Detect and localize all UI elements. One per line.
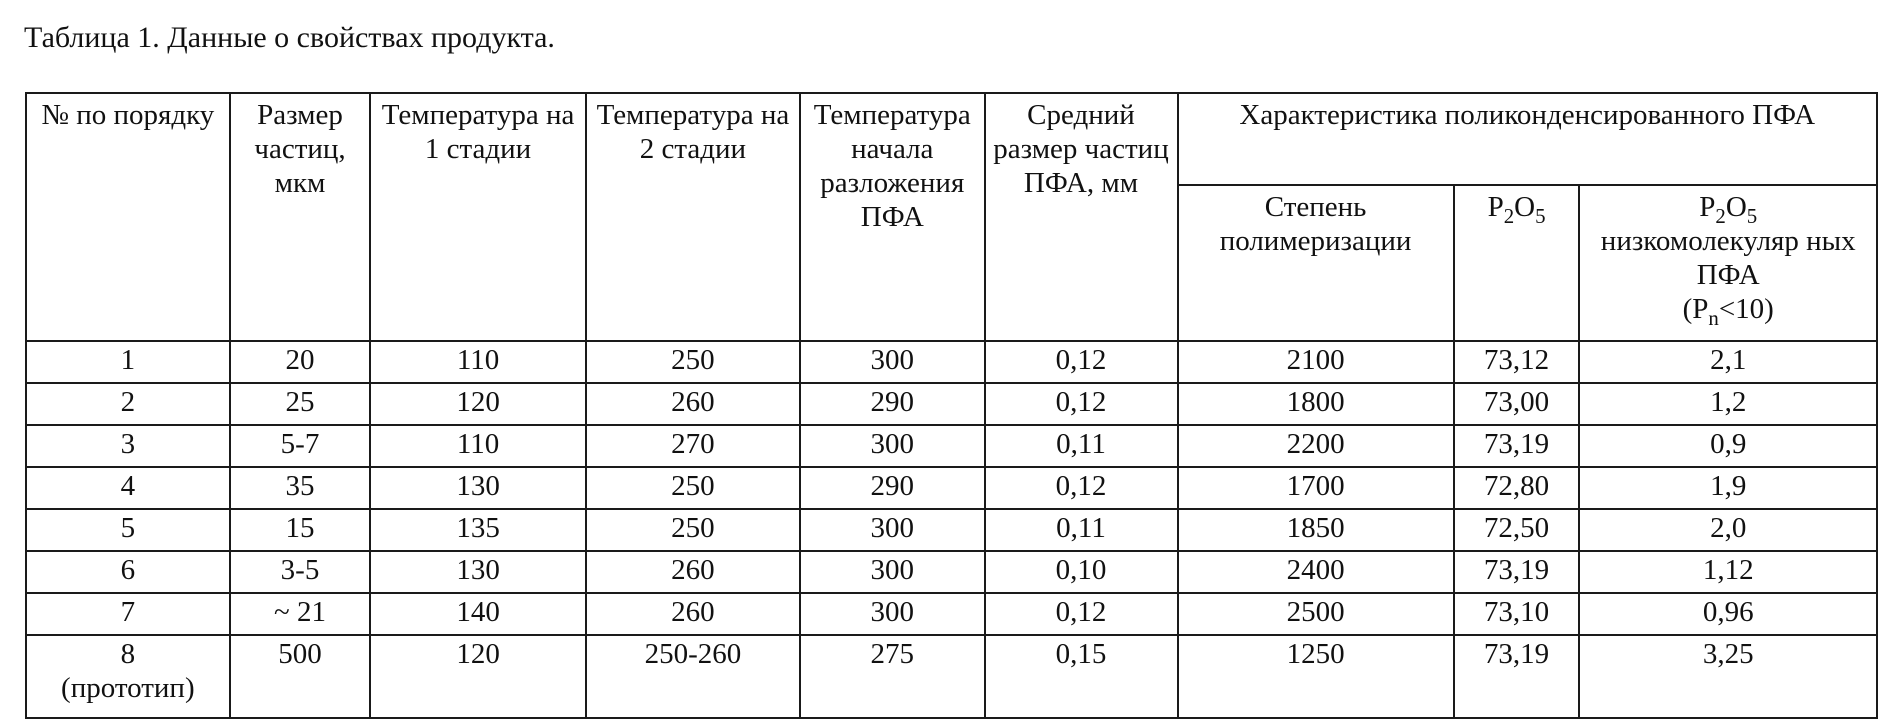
- cell-t2: 270: [586, 425, 800, 467]
- cell-t2: 250: [586, 509, 800, 551]
- header-lowmol: [1579, 185, 1877, 341]
- table-row: [26, 509, 1877, 551]
- header-row-1: [26, 93, 1877, 185]
- cell-t1: 120: [370, 635, 585, 718]
- cell-t1: 110: [370, 341, 585, 383]
- cell-degree: 2500: [1178, 593, 1454, 635]
- header-avg-size: Средний размер частиц ПФА, мм: [985, 93, 1178, 341]
- cell-p2o5: 73,10: [1454, 593, 1580, 635]
- header-temp-decomp: Температура начала разложения ПФА: [800, 93, 984, 341]
- cell-size: ~ 21: [230, 593, 371, 635]
- cell-size: 25: [230, 383, 371, 425]
- cell-avg: 0,11: [985, 509, 1178, 551]
- cell-td: 300: [800, 593, 984, 635]
- header-temp-stage2: Температура на 2 стадии: [586, 93, 800, 341]
- header-p2o5-sub2: 5: [1535, 203, 1546, 228]
- header-lowmol-text: низкомолекуляр ных ПФА: [1600, 225, 1856, 291]
- header-p2o5-o: O: [1514, 191, 1536, 223]
- table-header: [26, 93, 1877, 341]
- cell-td: 290: [800, 467, 984, 509]
- header-temp-stage1: Температура на 1 стадии: [370, 93, 585, 341]
- cell-t1: 110: [370, 425, 585, 467]
- cell-avg: 0,12: [985, 593, 1178, 635]
- header-p2o5-p: P: [1487, 191, 1504, 223]
- cell-degree: 1800: [1178, 383, 1454, 425]
- cell-t2: 260: [586, 593, 800, 635]
- cell-lowmol: 2,0: [1579, 509, 1877, 551]
- cell-num: 2: [26, 383, 230, 425]
- cell-num: 4: [26, 467, 230, 509]
- cell-lowmol: 1,2: [1579, 383, 1877, 425]
- cell-p2o5: 73,19: [1454, 551, 1580, 593]
- cell-p2o5: 73,00: [1454, 383, 1580, 425]
- properties-table: [25, 92, 1878, 719]
- table-row: [26, 593, 1877, 635]
- cell-size: 35: [230, 467, 371, 509]
- header-p2o5-sub1: 2: [1503, 203, 1515, 228]
- header-particle-size: Размер частиц, мкм: [230, 93, 371, 341]
- cell-avg: 0,12: [985, 383, 1178, 425]
- header-lowmol-o: O: [1725, 191, 1747, 223]
- cell-td: 300: [800, 425, 984, 467]
- cell-degree: 1700: [1178, 467, 1454, 509]
- cell-lowmol: 1,12: [1579, 551, 1877, 593]
- cell-t2: 260: [586, 551, 800, 593]
- cell-lowmol: 2,1: [1579, 341, 1877, 383]
- cell-lowmol: 0,96: [1579, 593, 1877, 635]
- cell-degree: 1850: [1178, 509, 1454, 551]
- table-caption: Таблица 1. Данные о свойствах продукта.: [24, 21, 555, 54]
- table-row: [26, 551, 1877, 593]
- cell-num: 3: [26, 425, 230, 467]
- cell-t1: 135: [370, 509, 585, 551]
- cell-num: [26, 635, 230, 718]
- cell-num: 1: [26, 341, 230, 383]
- cell-p2o5: 73,19: [1454, 425, 1580, 467]
- cell-td: 290: [800, 383, 984, 425]
- header-p2o5: [1454, 185, 1580, 341]
- cell-degree: 2200: [1178, 425, 1454, 467]
- cell-size: 20: [230, 341, 371, 383]
- cell-td: 300: [800, 509, 984, 551]
- header-lowmol-sub2: 5: [1746, 203, 1758, 228]
- cell-num: 5: [26, 509, 230, 551]
- table-row: [26, 341, 1877, 383]
- table-row: [26, 467, 1877, 509]
- cell-t2: 250-260: [586, 635, 800, 718]
- header-degree: Степень полимеризации: [1178, 185, 1454, 341]
- cell-avg: 0,11: [985, 425, 1178, 467]
- cell-lowmol: 0,9: [1579, 425, 1877, 467]
- cell-p2o5: 72,50: [1454, 509, 1580, 551]
- header-lowmol-p: P: [1699, 191, 1716, 223]
- cell-t1: 140: [370, 593, 585, 635]
- cell-t1: 130: [370, 551, 585, 593]
- cell-num: 6: [26, 551, 230, 593]
- header-group-characteristics: Характеристика поликонденсированного ПФА: [1178, 93, 1878, 185]
- cell-p2o5: 72,80: [1454, 467, 1580, 509]
- cell-lowmol: 1,9: [1579, 467, 1877, 509]
- cell-p2o5: 73,12: [1454, 341, 1580, 383]
- header-lowmol-paren-sub: n: [1708, 305, 1719, 330]
- cell-lowmol: 3,25: [1579, 635, 1877, 718]
- header-lowmol-paren-close: <10): [1718, 293, 1774, 325]
- cell-num: 7: [26, 593, 230, 635]
- header-lowmol-paren-open: (P: [1682, 293, 1709, 325]
- cell-avg: 0,12: [985, 341, 1178, 383]
- cell-avg: 0,10: [985, 551, 1178, 593]
- cell-p2o5: 73,19: [1454, 635, 1580, 718]
- cell-degree: 2400: [1178, 551, 1454, 593]
- cell-td: 300: [800, 551, 984, 593]
- table-body: [26, 341, 1877, 718]
- table-row: [26, 635, 1877, 718]
- cell-size: 3-5: [230, 551, 371, 593]
- cell-avg: 0,12: [985, 467, 1178, 509]
- header-num: № по порядку: [26, 93, 230, 341]
- cell-avg: 0,15: [985, 635, 1178, 718]
- cell-t2: 260: [586, 383, 800, 425]
- header-lowmol-sub1: 2: [1715, 203, 1726, 228]
- table-row: [26, 425, 1877, 467]
- cell-size: 500: [230, 635, 371, 718]
- cell-td: 300: [800, 341, 984, 383]
- cell-t2: 250: [586, 467, 800, 509]
- cell-t1: 130: [370, 467, 585, 509]
- cell-num-note: (прототип): [61, 672, 195, 704]
- cell-td: 275: [800, 635, 984, 718]
- cell-degree: 2100: [1178, 341, 1454, 383]
- cell-degree: 1250: [1178, 635, 1454, 718]
- cell-size: 5-7: [230, 425, 371, 467]
- cell-size: 15: [230, 509, 371, 551]
- cell-t2: 250: [586, 341, 800, 383]
- table-row: [26, 383, 1877, 425]
- cell-num-value: 8: [120, 638, 136, 670]
- cell-t1: 120: [370, 383, 585, 425]
